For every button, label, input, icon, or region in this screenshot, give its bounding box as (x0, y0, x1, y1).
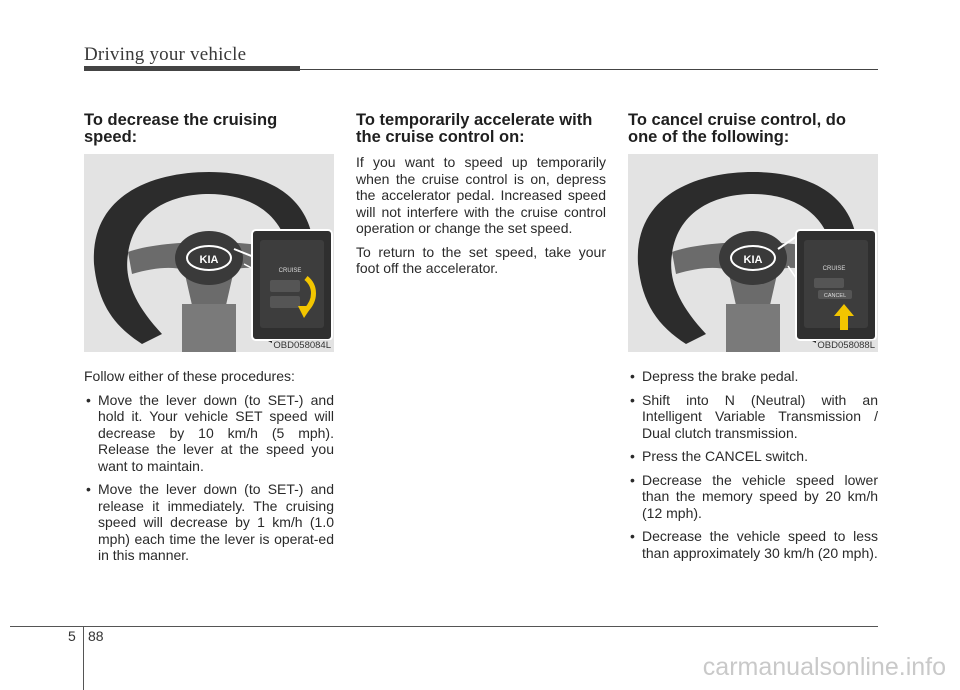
cruise-label: CRUISE (822, 266, 846, 272)
figure-code: OBD058088L (817, 340, 875, 351)
paragraph: If you want to speed up temporarily when the cruise control is on, depress the accelerator pedal. Increased speed will not interfere with the cruise control operation or change the set speed. (356, 154, 606, 236)
section-number: 5 (68, 628, 76, 644)
list-item: • Decrease the vehicle speed to less than approximately 30 km/h (20 mph). (628, 528, 878, 561)
list-item: • Depress the brake pedal. (628, 368, 878, 385)
cancel-procedure-list (628, 368, 878, 561)
cruise-label: CRUISE (278, 268, 302, 274)
footer-divider (83, 626, 84, 690)
figure-code: OBD058084L (273, 340, 331, 351)
footer-rule (10, 626, 878, 627)
steering-wheel-illustration (628, 154, 878, 352)
header-rule-thick (84, 66, 300, 71)
heading-temporary-accelerate: To temporarily accelerate with the cruise control on: (356, 111, 593, 146)
paragraph: To return to the set speed, take your foot off the accelerator. (356, 243, 606, 276)
list-item: • Move the lever down (to SET-) and hold it. Your vehicle SET speed will decrease by 10 km/h (5 mph). Release the lever at the speed you want to maintain. (84, 392, 334, 475)
list-item: • Move the lever down (to SET-) and release it immediately. The cruising speed will decrease by 1 km/h (1.0 mph) each time the lever is operat-ed in this manner. (84, 481, 334, 564)
watermark: carmanualsonline.info (702, 653, 946, 681)
kia-logo-text: KIA (743, 254, 763, 266)
page-header-title: Driving your vehicle (84, 44, 247, 65)
header-rule-thin (300, 69, 878, 70)
figure-steering-wheel-cancel (628, 154, 878, 352)
cancel-label: CANCEL (823, 293, 847, 299)
page-number: 88 (88, 628, 104, 644)
list-item: • Decrease the vehicle speed lower than the memory speed by 20 km/h (12 mph). (628, 472, 878, 522)
decrease-procedure-list (84, 392, 334, 564)
intro-text: Follow either of these procedures: (84, 368, 295, 384)
column-cancel-cruise (628, 112, 878, 568)
figure-steering-wheel-set-down (84, 154, 334, 352)
list-item: • Shift into N (Neutral) with an Intelligent Variable Transmission / Dual clutch transmission. (628, 392, 878, 442)
list-item: • Press the CANCEL switch. (628, 448, 878, 465)
steering-wheel-illustration (84, 154, 334, 352)
column-decrease-speed (84, 112, 334, 571)
column-temporary-accelerate (356, 112, 606, 284)
kia-logo-text: KIA (199, 254, 219, 266)
heading-decrease-speed: To decrease the cruising speed: (84, 111, 278, 146)
heading-cancel-cruise: To cancel cruise control, do one of the following: (628, 111, 846, 146)
